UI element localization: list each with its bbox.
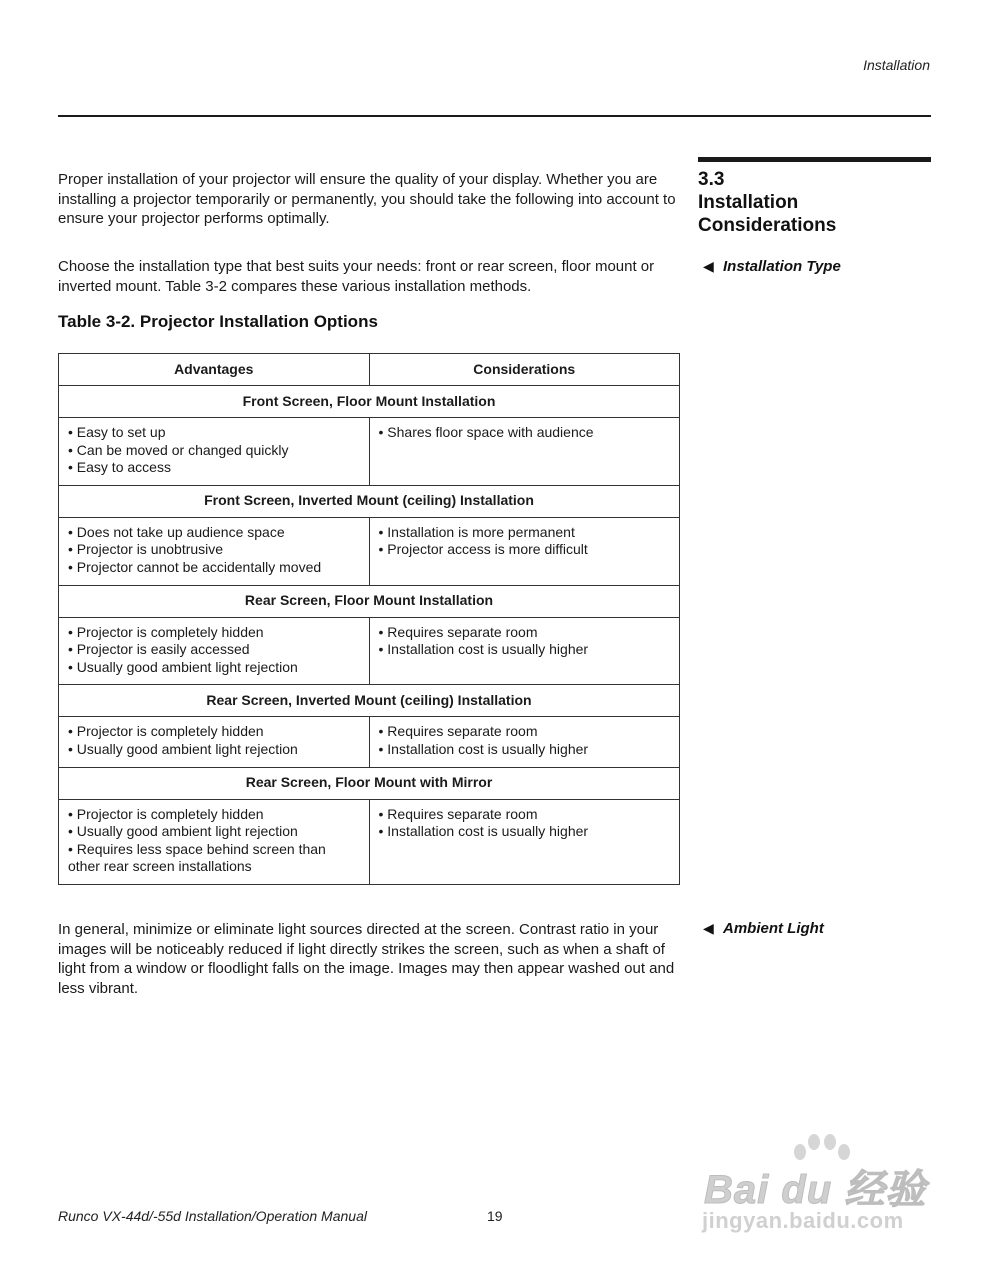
table-cell-advantages bbox=[59, 717, 370, 767]
list-item: • Projector is completely hidden bbox=[68, 805, 264, 822]
list-item: • Usually good ambient light rejection bbox=[68, 658, 298, 675]
footer-manual-title: Runco VX-44d/-55d Installation/Operation Manual bbox=[58, 1208, 367, 1224]
table-cell-advantages bbox=[59, 799, 370, 884]
ambient-light-label: Ambient Light bbox=[723, 920, 824, 937]
table-group-row bbox=[59, 685, 680, 717]
table-caption: Table 3-2. Projector Installation Options bbox=[58, 312, 378, 331]
list-item: • Requires separate room bbox=[378, 805, 538, 822]
list-item: • Usually good ambient light rejection bbox=[68, 740, 298, 757]
table-group-title: Front Screen, Floor Mount Installation bbox=[59, 386, 680, 418]
section-bar bbox=[698, 157, 931, 162]
installation-type-heading bbox=[703, 258, 841, 275]
section-title bbox=[698, 168, 931, 237]
list-item: • Projector is easily accessed bbox=[68, 641, 250, 658]
list-item: • Requires less space behind screen than other rear screen installations bbox=[68, 840, 326, 875]
ambient-light-heading bbox=[703, 920, 824, 937]
list-item: • Requires separate room bbox=[378, 723, 538, 740]
table-row bbox=[59, 799, 680, 884]
baidu-watermark bbox=[700, 1130, 932, 1240]
list-item: • Installation is more permanent bbox=[378, 523, 575, 540]
table-cell-considerations bbox=[369, 617, 680, 685]
section-title-line1: Installation bbox=[698, 192, 799, 213]
list-item: • Projector is completely hidden bbox=[68, 623, 264, 640]
table-row bbox=[59, 517, 680, 585]
list-item: • Installation cost is usually higher bbox=[378, 823, 589, 840]
list-item: • Easy to access bbox=[68, 459, 171, 476]
installation-type-label: Installation Type bbox=[723, 258, 841, 275]
list-item: • Projector cannot be accidentally moved bbox=[68, 558, 322, 575]
table-group-row bbox=[59, 767, 680, 799]
list-item: • Projector is completely hidden bbox=[68, 723, 264, 740]
arrow-left-icon: ◀ bbox=[703, 920, 714, 936]
table-row bbox=[59, 617, 680, 685]
table-cell-advantages bbox=[59, 517, 370, 585]
ambient-light-paragraph: In general, minimize or eliminate light sources directed at the screen. Contrast ratio in your images will be noticeably reduced if light directly strikes the screen, such as when a shaft of light from a window or floodlight falls on the image. Images may then appear washed out and less vibrant. bbox=[58, 921, 675, 997]
arrow-left-icon: ◀ bbox=[703, 258, 714, 274]
table-group-title: Front Screen, Inverted Mount (ceiling) Installation bbox=[59, 485, 680, 517]
table-group-row bbox=[59, 386, 680, 418]
table-group-row bbox=[59, 485, 680, 517]
list-item: • Projector is unobtrusive bbox=[68, 541, 224, 558]
table-body bbox=[59, 386, 680, 885]
footer-page-number: 19 bbox=[487, 1208, 503, 1224]
table-group-title: Rear Screen, Inverted Mount (ceiling) Installation bbox=[59, 685, 680, 717]
table-header-row bbox=[59, 354, 680, 386]
table-cell-considerations bbox=[369, 517, 680, 585]
table-group-row bbox=[59, 585, 680, 617]
table-group-title: Rear Screen, Floor Mount with Mirror bbox=[59, 767, 680, 799]
list-item: • Installation cost is usually higher bbox=[378, 740, 589, 757]
header-rule bbox=[58, 115, 931, 117]
table-group-title: Rear Screen, Floor Mount Installation bbox=[59, 585, 680, 617]
table-cell-considerations bbox=[369, 799, 680, 884]
watermark-url: jingyan.baidu.com bbox=[702, 1208, 904, 1233]
list-item: • Requires separate room bbox=[378, 623, 538, 640]
list-item: • Installation cost is usually higher bbox=[378, 641, 589, 658]
table-cell-considerations bbox=[369, 418, 680, 486]
list-item: • Shares floor space with audience bbox=[378, 424, 594, 440]
running-header: Installation bbox=[863, 57, 930, 73]
header-advantages: Advantages bbox=[59, 354, 370, 386]
watermark-brand: Bai du 经验 bbox=[704, 1168, 927, 1212]
table-row bbox=[59, 717, 680, 767]
list-item: • Does not take up audience space bbox=[68, 523, 285, 540]
intro-paragraph: Proper installation of your projector will ensure the quality of your display. Whether you are installing a projector temporarily or permanently, you should take the following into account to ensure your projector performs optimally. bbox=[58, 171, 676, 227]
list-item: • Easy to set up bbox=[68, 424, 166, 440]
section-number: 3.3 bbox=[698, 169, 725, 190]
table-cell-considerations bbox=[369, 717, 680, 767]
installation-options-table bbox=[58, 353, 680, 885]
list-item: • Usually good ambient light rejection bbox=[68, 823, 298, 840]
header-considerations: Considerations bbox=[369, 354, 680, 386]
list-item: • Can be moved or changed quickly bbox=[68, 441, 289, 458]
table-row bbox=[59, 418, 680, 486]
list-item: • Projector access is more difficult bbox=[378, 541, 588, 558]
section-title-line2: Considerations bbox=[698, 215, 837, 236]
table-cell-advantages bbox=[59, 418, 370, 486]
table-cell-advantages bbox=[59, 617, 370, 685]
installation-type-paragraph: Choose the installation type that best suits your needs: front or rear screen, floor mount or inverted mount. Table 3-2 compares these various installation methods. bbox=[58, 258, 655, 295]
